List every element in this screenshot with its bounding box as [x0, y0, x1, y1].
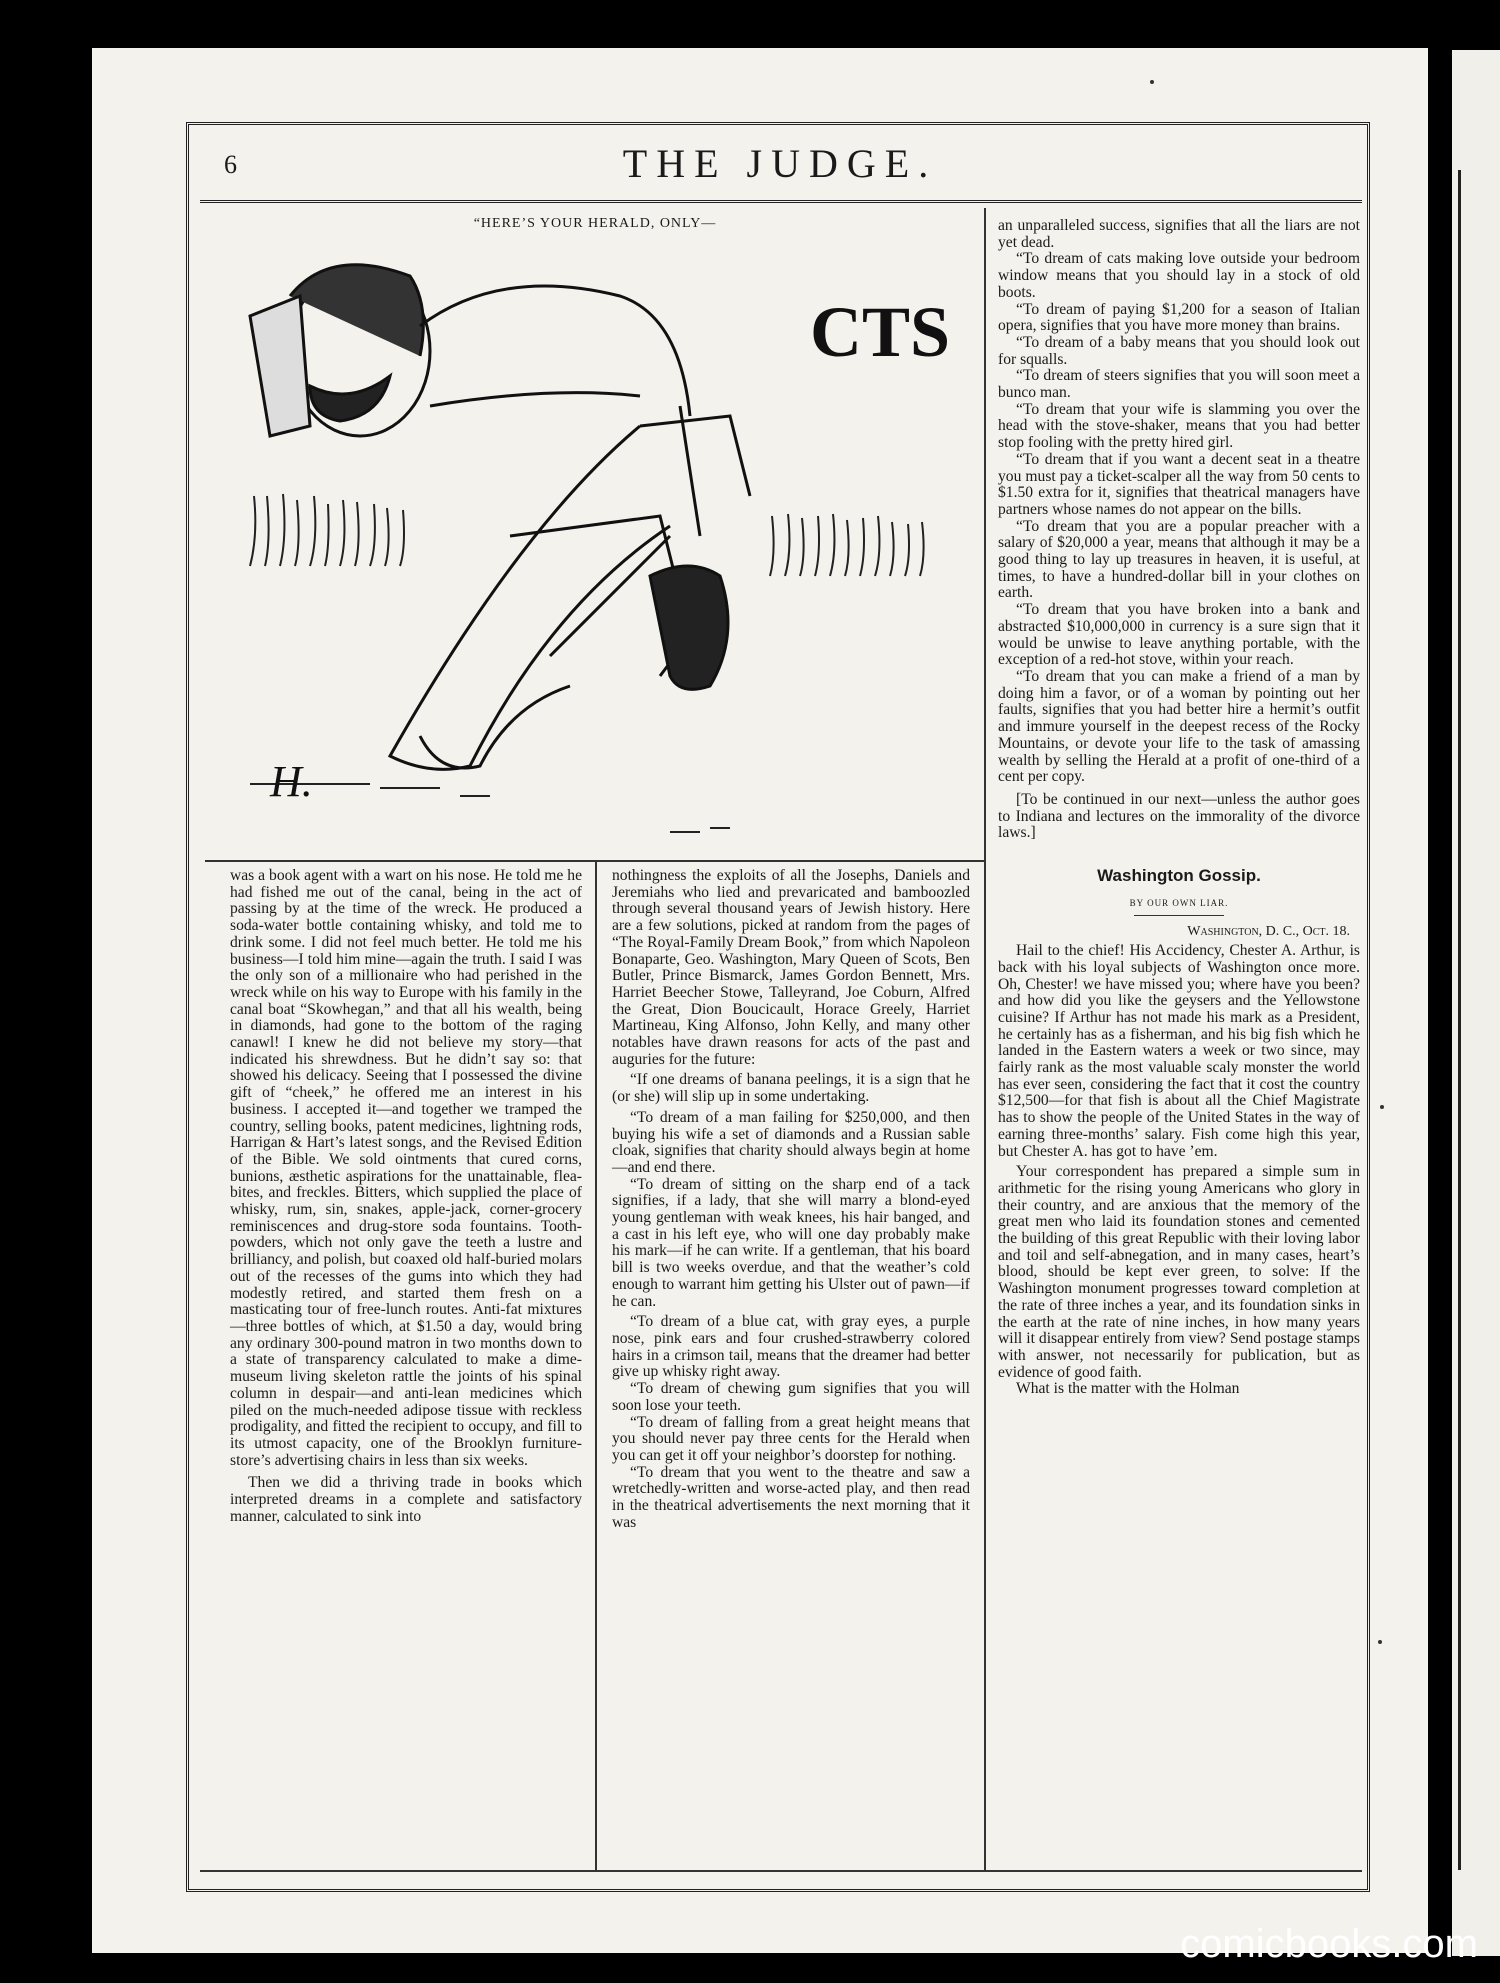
scan-speck	[1378, 1640, 1382, 1644]
page-number: 6	[224, 150, 237, 179]
paragraph: “To dream of cats making love outside your bedroom window means that you should lay in a stock of old boots.	[998, 250, 1360, 301]
grass-hatching	[250, 494, 924, 832]
column-right	[998, 218, 1360, 1398]
article-heading: Washington Gossip.	[1097, 866, 1261, 886]
byline-rule	[1134, 915, 1224, 916]
page-edge-line	[1458, 170, 1461, 1870]
adjacent-page-edge	[1452, 50, 1500, 1956]
article-byline: BY OUR OWN LIAR.	[1129, 897, 1229, 908]
paragraph: nothingness the exploits of all the Josephs, Daniels and Jeremiahs who lied and prevaricated and bamboozled through several thousand years of Jewish history. Here are a few solutions, picked at random from the pages of “The Royal-Family Dream Book,” from which Napoleon Bonaparte, Geo. Washington, Mary Queen of Scots, Ben Butler, Prince Bismarck, James Gordon Bennett, Mrs. Harriet Beecher Stowe, Talleyrand, Joe Coburn, Alfred the Great, Dion Boucicault, Horace Greely, Harriet Martineau, King Alfonso, John Kelly, and many other notables have drawn reasons for acts of the past and auguries for the future:	[612, 867, 970, 1068]
paragraph: an unparalleled success, signifies that all the liars are not yet dead.	[998, 217, 1360, 251]
paragraph: “To dream of a baby means that you should look out for squalls.	[998, 333, 1360, 368]
illustration-caption: “HERE’S YOUR HERALD, ONLY—	[473, 216, 717, 231]
caricature-illustration	[210, 236, 980, 856]
paragraph: “To dream that you are a popular preacher with a salary of $20,000 a year, means that although it may be a good thing to lay up treasures in heaven, it is useful, at times, to have a hundred-dollar bill in your clothes on earth.	[998, 517, 1360, 602]
paragraph: “To dream that you can make a friend of a man by doing him a favor, or of a woman by pointing out her faults, signifies that you had better hire a hermit’s outfit and immure yourself in the deepest recess of the Rocky Mountains, or devote your life to the task of amassing wealth by selling the Herald at a profit of one-third of a cent per copy.	[998, 667, 1360, 786]
header-rule	[200, 200, 1362, 203]
paragraph: “To dream of sitting on the sharp end of a tack signifies, if a lady, that she will marry a blond-eyed young gentleman with weak knees, his hair banged, and a cast in his left eye, who will one day probably make his mark—if he can write. If a gentleman, that his board bill is two weeks overdue, and that the weather’s cold enough to warrant him getting his Ulster out of pawn—if he can.	[612, 1175, 970, 1310]
paragraph: Then we did a thriving trade in books which interpreted dreams in a complete and satisfactory manner, calculated to sink into	[230, 1474, 582, 1525]
paragraph: Hail to the chief! His Accidency, Chester A. Arthur, is back with his loyal subjects of Washington once more. Oh, Chester! we have missed you; where have you been? and how did you like the geysers and the Yellowstone cuisine? If Arthur has not made his mark as a President, he certainly has as a fisherman, and his big fish which he landed in the Eastern waters a week or two since, may fairly rank as the most valuable scaly monster the world has ever seen, considering the fact that it cost the country $12,500—for that fish is about all the Chief Magistrate has to show the people of the United States in the way of earning three-months’ salary. Fish come high this year, but Chester A. has got to have ’em.	[998, 942, 1360, 1160]
paragraph: “To dream that you have broken into a bank and abstracted $10,000,000 in currency is a sure sign that it would be unwise to leave anything portable, with the exception of a red-hot stove, within your reach.	[998, 601, 1360, 669]
paragraph: “To dream that your wife is slamming you over the head with the stove-shaker, means that you had better stop fooling with the pretty hired girl.	[998, 400, 1360, 452]
paragraph: “To dream that if you want a decent seat in a theatre you must pay a ticket-scalper all the way from 50 cents to $1.50 extra for it, signifies that theatrical managers have partners whose names do not appear on the bills.	[998, 450, 1360, 518]
article-dateline: Washington, D. C., Oct. 18.	[1187, 924, 1350, 940]
paragraph: “If one dreams of banana peelings, it is a sign that he (or she) will slip up in some undertaking.	[612, 1071, 970, 1106]
paragraph: was a book agent with a wart on his nose. He told me he had fished me out of the canal, being in the act of passing by at the time of the wreck. He produced a soda-water bottle containing whisky, and told me to drink some. I did not feel much better. He told me his business—I told him mine—again the truth. I said I was the only son of a millionaire who had perished in the wreck while on his way to Europe with his family in the canal boat “Skowhegan,” and that all his wealth, being in diamonds, had gone to the bottom of the raging canawl! I knew he did not believe my story—that indicated his shrewdness. But he didn’t say so: that showed his delicacy. Seeing that I possessed the divine gift of “cheek,” he offered me an interest in his business. I accepted it—and together we tramped the country, selling books, patent medicines, lightning rods, Harrigan & Hart’s latest songs, and the Revised Edition of the Bible. We sold ointments that cured corns, bunions, æsthetic aspirations for the unattainable, flea-bites, and freckles. Bitters, which supplied the place of whisky, rum, sin, snakes, apple-jack, corner-grocery reminiscences and drug-store soda fountains. Tooth-powders, which not only gave the teeth a lustre and brilliancy, and polish, but coaxed old half-buried molars out of the recesses of the gums into which they had modestly retired, and started them fresh on a masticating tour of free-lunch routes. Anti-fat mixtures—three bottles of which, at $1.50 a day, would bring any ordinary 300-pound matron in two months down to a state of transparency calculated to make a dime-museum living skeleton rattle the joints of his spinal column in despair—and anti-lean medicines which piled on the much-needed adipose tissue with reckless prodigality, and fitted the recipient to occupy, and fill to its utmost capacity, one of the Brooklyn furniture-store’s advertising chairs in less than six weeks.	[230, 867, 582, 1469]
paragraph: “To dream of chewing gum signifies that you will soon lose your teeth.	[612, 1380, 970, 1414]
column-middle	[612, 868, 970, 1531]
paragraph: Your correspondent has prepared a simple sum in arithmetic for the rising young Americans who glory in their country, and are anxious that the memory of the great men who laid its foundation stones and cemented the building of this great Republic with their loving labor and toil and self-abnegation, and in many cases, heart’s blood, should be kept ever green, to solve: If the Washington monument progresses toward completion at the rate of three inches a year, and its foundation sinks in the earth at the rate of nine inches, in how many years will it disappear entirely from view? Send postage stamps with answer, not necessarily for publication, but as evidence of good faith.	[998, 1163, 1360, 1381]
scan-speck	[1150, 80, 1154, 84]
footer-rule	[200, 1870, 1362, 1872]
paragraph: [To be continued in our next—unless the author goes to Indiana and lectures on the immorality of the divorce laws.]	[998, 790, 1360, 842]
masthead-title: THE JUDGE.	[622, 141, 938, 186]
illustration-bottom-rule	[205, 860, 984, 862]
sign-lettering: CTS	[810, 292, 951, 372]
paragraph: “To dream that you went to the theatre and saw a wretchedly-written and worse-acted play, and then read in the theatrical advertisements the next morning that it was	[612, 1463, 970, 1531]
column-rule-left	[595, 862, 597, 1870]
scan-speck	[1380, 1105, 1384, 1109]
paragraph: “To dream of a blue cat, with gray eyes, a purple nose, pink ears and four crushed-strawberry colored hairs in a crimson tail, means that the dreamer had better give up whisky right away.	[612, 1313, 970, 1381]
paragraph: “To dream of steers signifies that you will soon meet a bunco man.	[998, 367, 1360, 402]
paragraph: “To dream of a man failing for $250,000, and then buying his wife a set of diamonds and a Russian sable cloak, signifies that charity should always begin at home—and end there.	[612, 1108, 970, 1176]
paragraph: “To dream of falling from a great height means that you should never pay three cents for the Herald when you can get it off your neighbor’s doorstep for nothing.	[612, 1413, 970, 1464]
column-left	[230, 868, 582, 1525]
column-rule-right	[984, 208, 986, 1870]
caricature-head	[250, 265, 430, 436]
paragraph: “To dream of paying $1,200 for a season of Italian opera, signifies that you have more money than brains.	[998, 300, 1360, 335]
watermark: comicbooks.com	[1180, 1922, 1478, 1966]
artist-signature: H.	[270, 757, 313, 806]
paragraph: What is the matter with the Holman	[1016, 1380, 1240, 1398]
caricature-body	[390, 286, 750, 769]
